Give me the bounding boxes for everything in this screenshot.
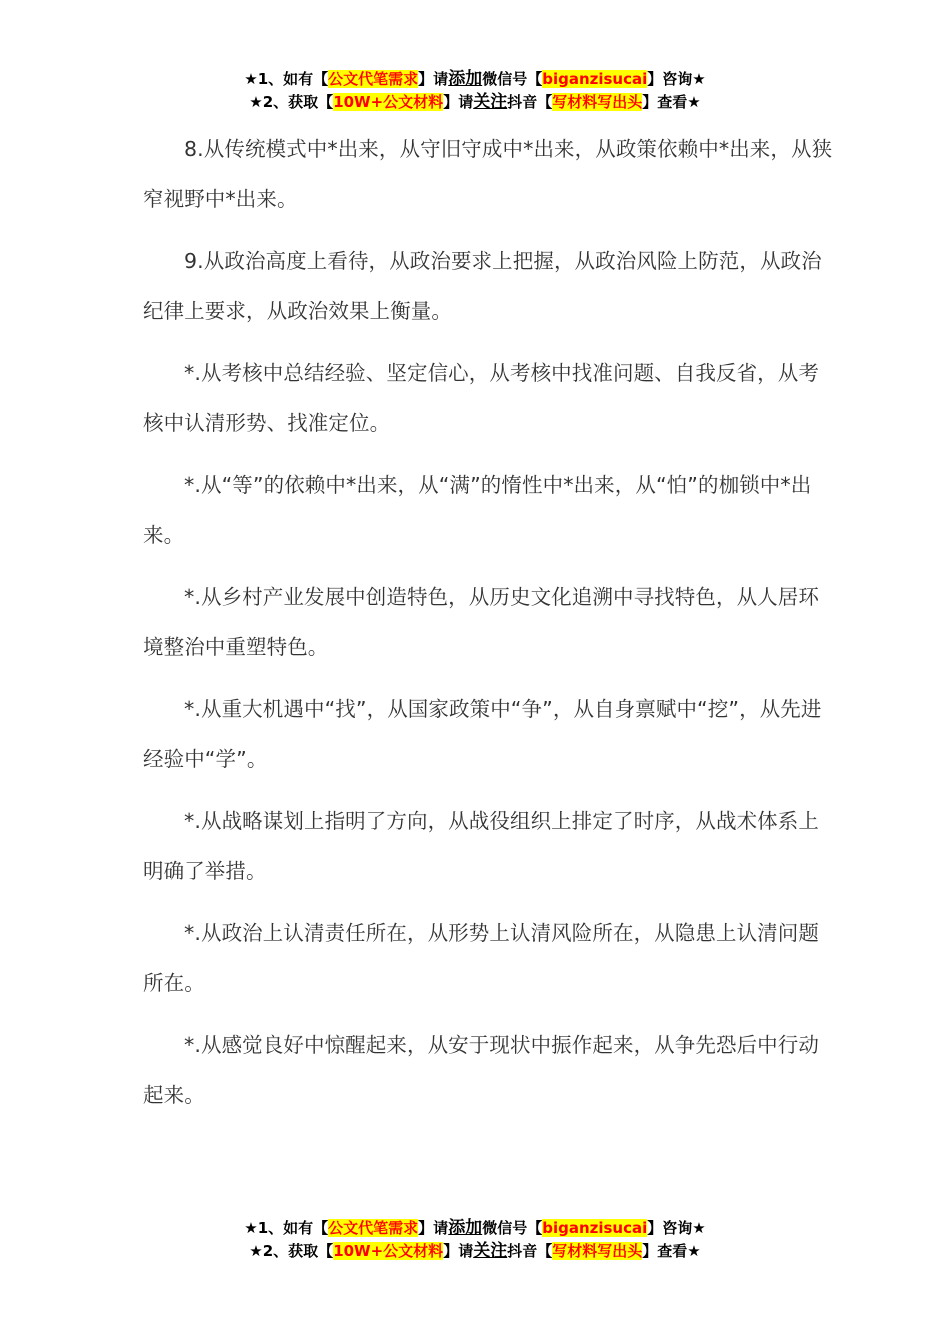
paragraph-awakening: *.从感觉良好中惊醒起来，从安于现状中振作起来，从争先恐后中行动起来。 (143, 1033, 819, 1107)
banner-line-1: ★1、如有【公文代笔需求】请添加微信号【biganzisucai】咨询★ (244, 1218, 706, 1238)
banner-line-2: ★2、获取【10W+公文材料】请关注抖音【写材料写出头】查看★ (249, 92, 701, 112)
highlight-douyin-account: 写材料写出头 (552, 93, 643, 111)
paragraph-8: 8.从传统模式中*出来，从守旧守成中*出来，从政策依赖中*出来，从狭窄视野中*出来。 (143, 137, 833, 211)
paragraph-9: 9.从政治高度上看待，从政治要求上把握，从政治风险上防范，从政治纪律上要求，从政治效果上衡量。 (143, 249, 822, 323)
document-body (143, 124, 833, 1132)
highlight-materials: 10W+公文材料 (333, 93, 444, 111)
paragraph-rural-features: *.从乡村产业发展中创造特色，从历史文化追溯中寻找特色，从人居环境整治中重塑特色。 (143, 585, 819, 659)
highlight-service: 公文代笔需求 (328, 70, 419, 88)
highlight-materials: 10W+公文材料 (333, 1242, 444, 1260)
banner-line-2: ★2、获取【10W+公文材料】请关注抖音【写材料写出头】查看★ (249, 1241, 701, 1261)
paragraph-opportunities: *.从重大机遇中“找”，从国家政策中“争”，从自身禀赋中“挖”，从先进经验中“学”。 (143, 697, 822, 771)
paragraph-strategy: *.从战略谋划上指明了方向，从战役组织上排定了时序，从战术体系上明确了举措。 (143, 809, 819, 883)
paragraph-assessment: *.从考核中总结经验、坚定信心，从考核中找准问题、自我反省，从考核中认清形势、找准定位。 (143, 361, 819, 435)
highlight-service: 公文代笔需求 (328, 1219, 419, 1237)
footer-banner (0, 1217, 950, 1263)
highlight-wechat-id: biganzisucai (542, 70, 648, 88)
highlight-wechat-id: biganzisucai (542, 1219, 648, 1237)
header-banner (0, 68, 950, 114)
paragraph-responsibility: *.从政治上认清责任所在，从形势上认清风险所在，从隐患上认清问题所在。 (143, 921, 819, 995)
highlight-douyin-account: 写材料写出头 (552, 1242, 643, 1260)
banner-line-1: ★1、如有【公文代笔需求】请添加微信号【biganzisucai】咨询★ (244, 69, 706, 89)
paragraph-dependence: *.从“等”的依赖中*出来，从“满”的惰性中*出来，从“怕”的枷锁中*出来。 (143, 473, 812, 547)
